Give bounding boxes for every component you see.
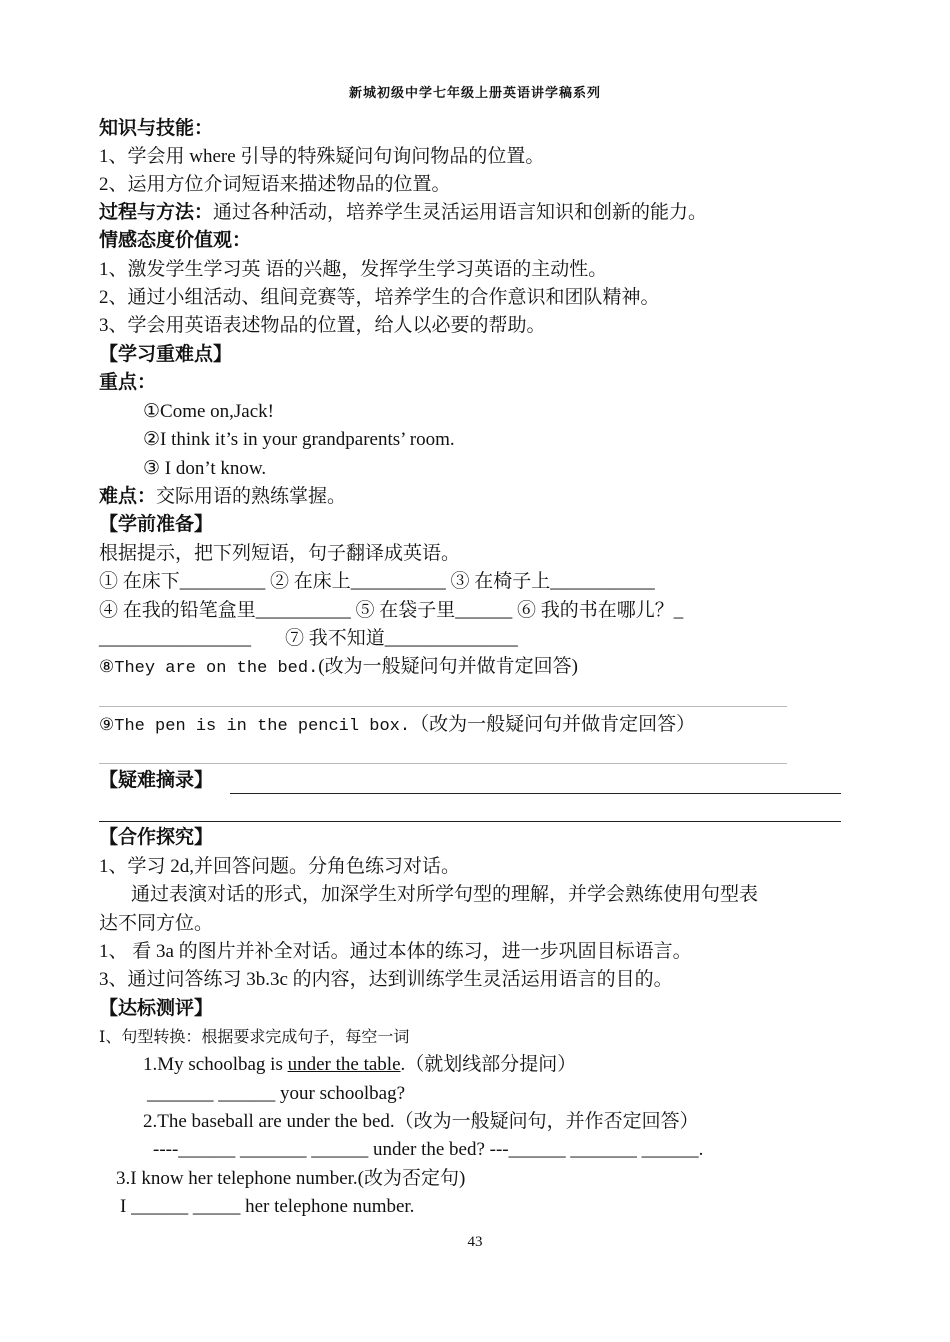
- test-question-1: [143, 1053, 576, 1077]
- emotion-title: 情感态度价值观：: [99, 230, 252, 251]
- q3-answer-blank: I ______ _____ her telephone number.: [120, 1196, 415, 1217]
- process-title: 过程与方法：: [99, 202, 214, 223]
- process-line: [99, 201, 707, 225]
- difficulty-title: 难点：: [99, 486, 157, 507]
- q1-prefix: 1.My schoolbag is: [143, 1054, 288, 1075]
- q8-english: ⑧They are on the bed.: [99, 659, 319, 678]
- q2-answer-blank: ----______ _______ ______ under the bed? ---______ _______ ______.: [153, 1139, 704, 1160]
- prep-blank-6: ________________: [99, 628, 251, 649]
- q1-underlined: under the table: [287, 1054, 401, 1075]
- emotion-item-1: 1、激发学生学习英 语的兴趣，发挥学生学习英语的主动性。: [99, 259, 608, 280]
- prep-question-8: [99, 655, 578, 681]
- focus-point-1: ①Come on,Jack!: [143, 401, 275, 422]
- focus-point-3: ③ I don’t know.: [143, 458, 267, 479]
- answer-line-8: [99, 706, 787, 707]
- prep-instruction: 根据提示，把下列短语，句子翻译成英语。: [99, 543, 461, 564]
- test-question-3: 3.I know her telephone number.(改为否定句): [116, 1168, 466, 1189]
- knowledge-item-1: 1、学会用 where 引导的特殊疑问句询问物品的位置。: [99, 146, 545, 167]
- cooperate-item-3: 3、通过问答练习 3b.3c 的内容，达到训练学生灵活运用语言的目的。: [99, 969, 673, 990]
- prep-item-7: ⑦ 我不知道______________: [285, 628, 518, 649]
- process-text: 通过各种活动，培养学生灵活运用语言知识和创新的能力。: [213, 202, 708, 223]
- focus-point-2: ②I think it’s in your grandparents’ room.: [143, 429, 455, 450]
- q9-instruction: （改为一般疑问句并做肯定回答）: [410, 714, 696, 735]
- notes-line-2: [99, 821, 841, 822]
- q9-english: ⑨The pen is in the pencil box.: [99, 717, 411, 736]
- prep-question-9: [99, 713, 695, 739]
- cooperate-detail-b: 达不同方位。: [99, 913, 214, 934]
- answer-line-9: [99, 763, 787, 764]
- cooperate-item-2: 1、 看 3a 的图片并补全对话。通过本体的练习，进一步巩固目标语言。: [99, 941, 692, 962]
- q1-suffix: .（就划线部分提问）: [400, 1054, 577, 1075]
- cooperate-item-1: 1、学习 2d,并回答问题。分角色练习对话。: [99, 856, 461, 877]
- emotion-item-2: 2、通过小组活动、组间竞赛等，培养学生的合作意识和团队精神。: [99, 287, 660, 308]
- test-question-2: 2.The baseball are under the bed.（改为一般疑问句，并作否定回答）: [143, 1111, 699, 1132]
- knowledge-title: 知识与技能：: [99, 118, 214, 139]
- prep-line-2: ④ 在我的铅笔盒里__________ ⑤ 在袋子里______ ⑥ 我的书在哪儿？_: [99, 600, 684, 621]
- notes-title: 【疑难摘录】: [99, 770, 214, 791]
- difficulty-text: 交际用语的熟练掌握。: [156, 486, 347, 507]
- cooperate-detail-a: 通过表演对话的形式，加深学生对所学句型的理解，并学会熟练使用句型表: [131, 884, 759, 905]
- page-number: 43: [467, 1234, 483, 1250]
- cooperate-title: 【合作探究】: [99, 827, 214, 848]
- test-title: 【达标测评】: [99, 998, 214, 1019]
- prep-line-1: ① 在床下_________ ② 在床上__________ ③ 在椅子上___________: [99, 571, 655, 592]
- notes-line-1: [230, 793, 841, 794]
- prep-title: 【学前准备】: [99, 514, 214, 535]
- key-points-title: 【学习重难点】: [99, 344, 233, 365]
- q1-answer-blank: _______ ______ your schoolbag?: [147, 1083, 406, 1104]
- prep-line-3: [99, 627, 518, 651]
- page-header: 新城初级中学七年级上册英语讲学稿系列: [348, 86, 601, 101]
- knowledge-item-2: 2、运用方位介词短语来描述物品的位置。: [99, 174, 451, 195]
- focus-title: 重点：: [99, 372, 157, 393]
- test-section-1: Ⅰ、句型转换：根据要求完成句子，每空一词: [99, 1029, 410, 1046]
- q8-instruction: (改为一般疑问句并做肯定回答): [318, 656, 578, 677]
- emotion-item-3: 3、学会用英语表述物品的位置，给人以必要的帮助。: [99, 315, 546, 336]
- difficulty-line: [99, 485, 346, 509]
